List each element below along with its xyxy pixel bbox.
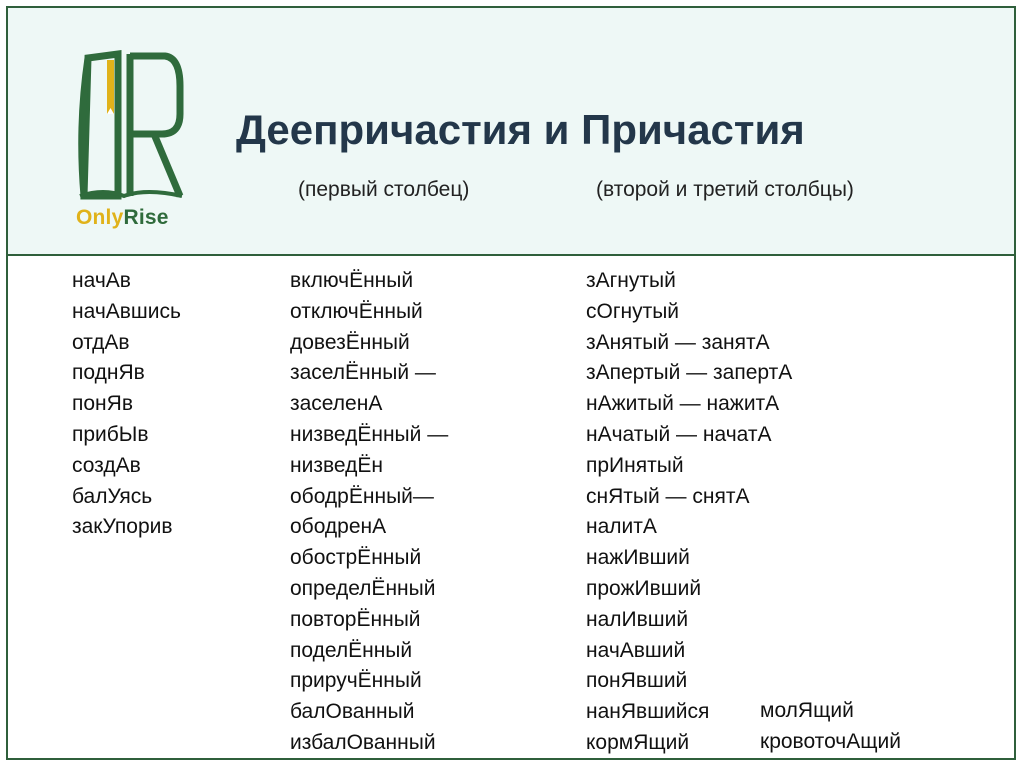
word-item: нАжитый — нажитА [586,392,780,416]
word-column-1 [72,266,181,543]
word-item: включЁнный [290,269,414,292]
word-item: нанЯвшийся [586,700,710,724]
word-item: низведЁн [290,453,383,477]
word-item: ободренА [290,515,387,539]
word-item: закУпорив [72,515,173,539]
word-item: поделЁнный [290,638,413,662]
word-item: нажИвший [586,546,690,570]
subtitle-second-third-columns: (второй и третий столбцы) [596,178,854,201]
word-item: кровоточАщий [760,729,901,753]
word-column-3 [586,266,792,759]
word-item: налитА [586,515,657,539]
word-item: создАв [72,453,141,477]
word-item: ободрЁнный— [290,484,434,508]
word-item: прожИвший [586,576,702,600]
word-item: нАчатый — начатА [586,422,772,446]
word-item: зАгнутый [586,269,676,292]
word-item: сОгнутый [586,299,680,323]
onlyrise-logo [70,46,190,246]
word-column-2 [290,266,448,759]
word-item: обострЁнный [290,546,422,570]
word-item: молЯщий [760,699,854,722]
slide-header [8,8,1014,256]
book-logo-icon [70,46,190,206]
word-item: приручЁнный [290,669,422,693]
word-item: кормЯщий [586,730,690,754]
word-item: зАнятый — занятА [586,330,770,354]
word-item: начАвшись [72,299,181,323]
word-item: поднЯв [72,361,145,385]
word-column-4 [760,696,901,758]
word-item: зАпертый — запертА [586,361,793,385]
page-title: Деепричастия и Причастия [236,106,805,153]
word-item: определЁнный [290,576,436,600]
logo-text-rise: Rise [123,206,169,229]
word-item: низведЁнный — [290,422,449,446]
word-item: довезЁнный [290,330,410,354]
slide-frame [6,6,1016,760]
word-item: налИвший [586,607,689,631]
word-item: балУясь [72,484,153,508]
word-item: избалОванный [290,730,436,754]
word-item: заселенА [290,392,383,416]
logo-wordmark [76,206,169,230]
word-item: начАв [72,269,131,292]
word-item: заселЁнный — [290,361,436,385]
word-item: начАвший [586,638,686,662]
word-item: снЯтый — снятА [586,484,750,508]
word-item: понЯв [72,392,133,416]
word-item: понЯвший [586,669,688,693]
subtitle-first-column: (первый столбец) [298,178,470,201]
logo-text-only: Only [76,206,124,229]
word-item: прибЫв [72,422,149,446]
word-item: балОванный [290,700,415,724]
word-item: отключЁнный [290,299,423,323]
word-item: прИнятый [586,453,684,477]
word-item: повторЁнный [290,607,421,631]
word-item: отдАв [72,330,130,354]
